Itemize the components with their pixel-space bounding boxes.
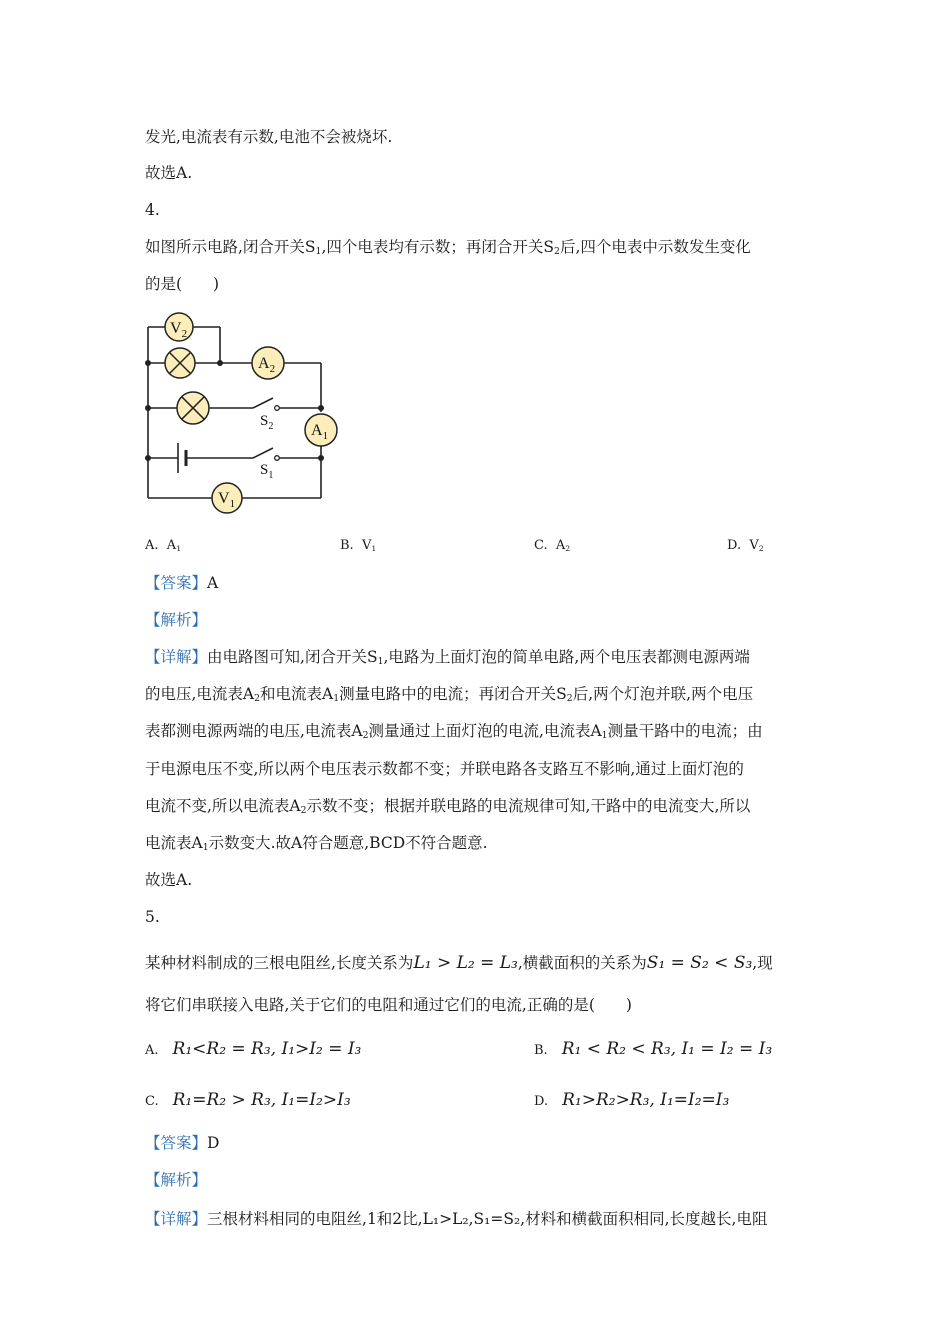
switch-s2-contact [275, 406, 280, 411]
q4-option-d[interactable]: D. $V_2$ [727, 538, 764, 553]
q5-stem-line1: 某种材料制成的三根电阻丝,长度关系为L₁ > L₂ = L₃,横截面积的关系为S₁ = S₂ < S₃,现 [145, 953, 773, 973]
q5-detail-line1: 【详解】三根材料相同的电阻丝,1和2比,L₁>L₂,S₁=S₂,材料和横截面积相同,长度越长,电阻 [145, 1210, 768, 1228]
q4-conclusion: 故选A. [145, 871, 193, 889]
junction-dot [145, 405, 151, 411]
junction-dot [217, 360, 223, 366]
q4-detail-line4: 于电源电压不变,所以两个电压表示数都不变；并联电路各支路互不影响,通过上面灯泡的 [145, 760, 744, 778]
q4-stem-line2: 的是( ) [145, 275, 220, 293]
junction-dot [145, 455, 151, 461]
junction-dot [318, 405, 324, 411]
q4-detail-line3: 表都测电源两端的电压,电流表$A_2$测量通过上面灯泡的电流,电流表$A_1$测量干路中的电流；由 [145, 722, 763, 741]
circuit-diagram [140, 308, 340, 518]
q5-option-a[interactable]: A. R₁<R₂ = R₃, I₁>I₂ = I₃ [145, 1039, 362, 1059]
lamp-middle-icon [177, 392, 209, 424]
q4-option-a[interactable]: A. $A_1$ [145, 538, 182, 553]
q4-option-c[interactable]: C. $A_2$ [534, 538, 571, 553]
a2-label: $A_2$ [258, 355, 276, 375]
junction-dot [145, 360, 151, 366]
q4-detail-line5: 电流不变,所以电流表$A_2$示数不变；根据并联电路的电流规律可知,干路中的电流变大,所以 [145, 797, 751, 816]
q4-number: 4. [145, 201, 160, 219]
q5-option-d[interactable]: D. R₁>R₂>R₃, I₁=I₂=I₃ [534, 1090, 730, 1110]
length-relation: L₁ > L₂ = L₃ [413, 953, 518, 973]
s1-label: $S_1$ [260, 462, 274, 481]
q4-answer: 【答案】A [145, 574, 219, 592]
junction-dot [318, 455, 324, 461]
area-relation: S₁ = S₂ < S₃ [646, 953, 753, 973]
q4-detail-line1: 【详解】由电路图可知,闭合开关$S_1$,电路为上面灯泡的简单电路,两个电压表都测电源两端 [145, 648, 750, 667]
q4-stem-line1: 如图所示电路,闭合开关$S_1$,四个电表均有示数；再闭合开关$S_2$后,四个电表中示数发生变化 [145, 238, 751, 257]
q3-conclusion: 故选A. [145, 164, 193, 182]
q5-option-b[interactable]: B. R₁ < R₂ < R₃, I₁ = I₂ = I₃ [534, 1039, 773, 1059]
q5-option-c[interactable]: C. R₁=R₂ > R₃, I₁=I₂>I₃ [145, 1090, 351, 1110]
q5-answer: 【答案】D [145, 1134, 220, 1152]
a1-label: $A_1$ [311, 422, 329, 442]
q4-analysis-tag: 【解析】 [145, 611, 208, 629]
switch-s1-contact [275, 456, 280, 461]
q5-number: 5. [145, 908, 160, 926]
v2-label: $V_2$ [170, 320, 188, 340]
switch-s2-blade [253, 398, 273, 408]
q5-analysis-tag: 【解析】 [145, 1171, 208, 1189]
lamp-top-icon [165, 348, 195, 378]
v1-label: $V_1$ [218, 490, 236, 510]
q5-stem-line2: 将它们串联接入电路,关于它们的电阻和通过它们的电流,正确的是( ) [145, 996, 632, 1014]
q4-detail-line2: 的电压,电流表$A_2$和电流表$A_1$测量电路中的电流；再闭合开关$S_2$后,两个灯泡并联,两个电压 [145, 685, 754, 704]
q4-detail-line6: 电流表$A_1$示数变大.故A符合题意,BCD不符合题意. [145, 834, 488, 853]
q3-text-line: 发光,电流表有示数,电池不会被烧坏. [145, 128, 393, 146]
switch-s1-blade [253, 448, 273, 458]
q4-option-b[interactable]: B. $V_1$ [340, 538, 377, 553]
s2-label: $S_2$ [260, 413, 274, 432]
